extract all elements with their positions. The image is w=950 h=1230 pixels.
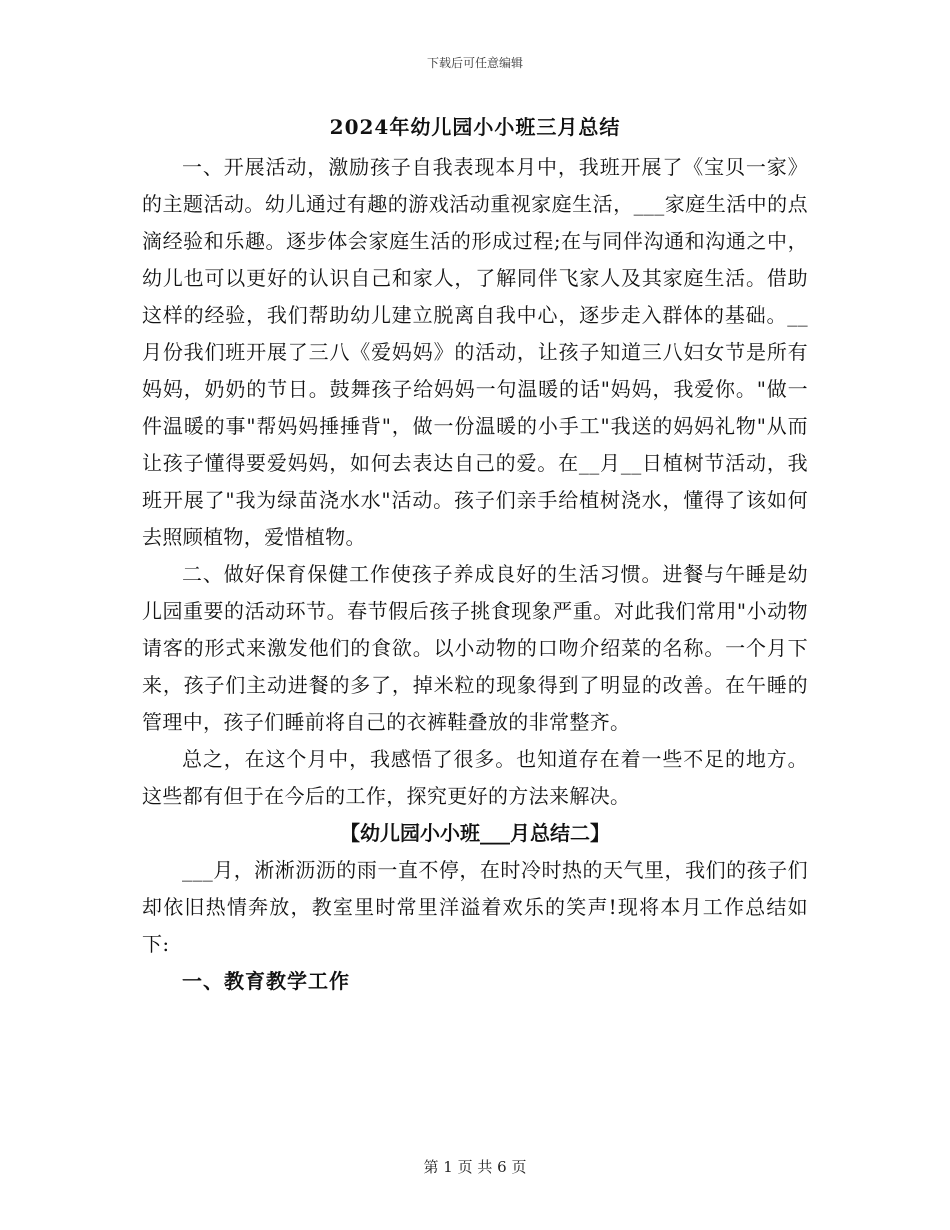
header-note: 下载后可任意编辑 — [426, 56, 523, 70]
paragraph-conclusion: 总之，在这个月中，我感悟了很多。也知道存在着一些不足的地方。这些都有但于在今后的工作，探究更好的方法来解决。 — [142, 747, 808, 808]
paragraph-activities: 一、开展活动，激励孩子自我表现本月中，我班开展了《宝贝一家》的主题活动。幼儿通过有趣的游戏活动重视家庭生活，___家庭生活中的点滴经验和乐趣。逐步体会家庭生活的形成过程;在与同伴沟通和沟通之中，幼儿也可以更好的认识自己和家人，了解同伴飞家人及其家庭生活。借助这样的经验，我们帮助幼儿建立脱离自我中心，逐步走入群体的基础。__月份我们班开展了三八《爱妈妈》的活动，让孩子知道三八妇女节是所有妈妈，奶奶的节日。鼓舞孩子给妈妈一句温暖的话"妈妈，我爱你。"做一件温暖的事"帮妈妈捶捶背"，做一份温暖的小手工"我送的妈妈礼物"从而让孩子懂得要爱妈妈，如何去表达自己的爱。在__月__日植树节活动，我班开展了"我为绿苗浇水水"活动。孩子们亲手给植树浇水，懂得了该如何去照顾植物，爱惜植物。 — [142, 155, 808, 549]
section-heading-teaching: 一、教育教学工作 — [182, 969, 350, 993]
subtitle-summary-two: 【幼儿园小小班___月总结二】 — [340, 821, 610, 845]
paragraph-intro-two: ___月，淅淅沥沥的雨一直不停，在时冷时热的天气里，我们的孩子们却依旧热情奔放，教室里时常里洋溢着欢乐的笑声!现将本月工作总结如下: — [142, 858, 808, 956]
document-body — [142, 112, 808, 1000]
page-number: 第 1 页 共 6 页 — [423, 1158, 527, 1176]
paragraph-care: 二、做好保育保健工作使孩子养成良好的生活习惯。进餐与午睡是幼儿园重要的活动环节。春节假后孩子挑食现象严重。对此我们常用"小动物请客的形式来激发他们的食欲。以小动物的口吻介绍菜的名称。一个月下来，孩子们主动进餐的多了，掉米粒的现象得到了明显的改善。在午睡的管理中，孩子们睡前将自己的衣裤鞋叠放的非常整齐。 — [142, 562, 808, 734]
document-title: 2024年幼儿园小小班三月总结 — [329, 115, 621, 139]
